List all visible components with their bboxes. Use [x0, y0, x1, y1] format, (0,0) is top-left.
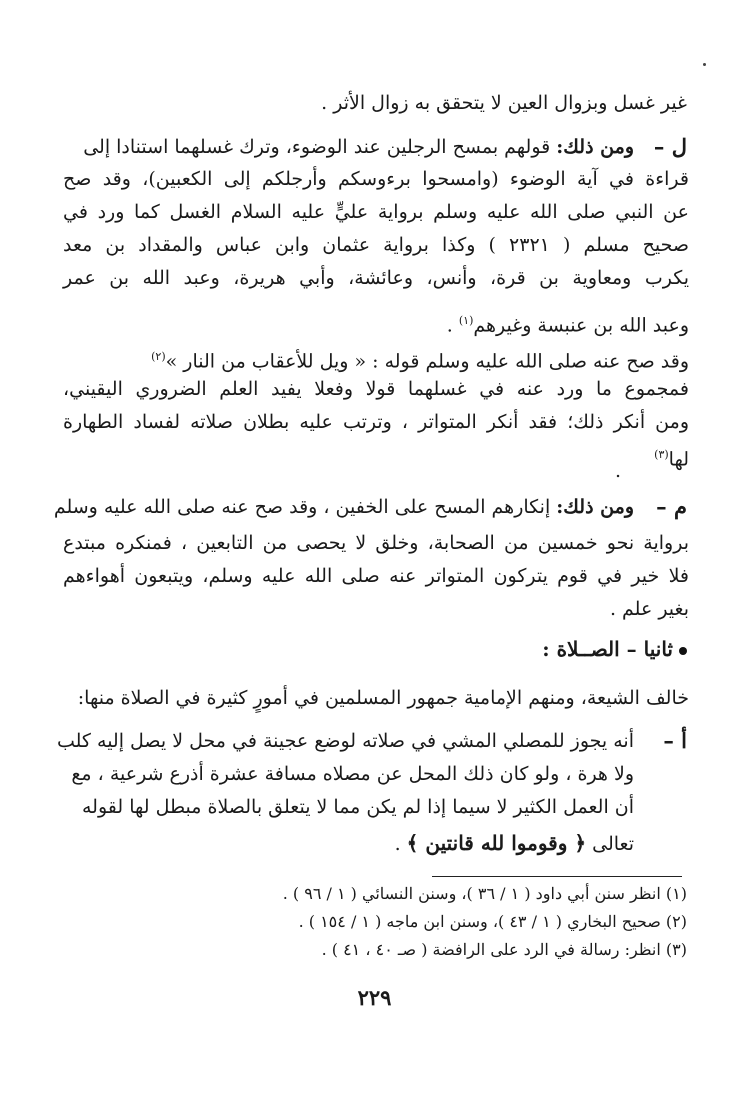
section-m-text-1: إنكارهم المسح على الخفين ، وقد صح عنه صلى الله عليه وسلم [53, 496, 551, 518]
section-m-line-3: فلا خير في قوم يتركون المتواتر عنه صلى الله عليه وسلم، ويتبعون أهواءهم [63, 565, 689, 587]
section-m-line-4: بغير علم . [609, 598, 689, 620]
section-l-line-10 [654, 440, 689, 474]
bullet-icon [679, 647, 687, 655]
footnote-1: (١) انظر سنن أبي داود ( ١ / ٣٦ )، وسنن النسائي ( ١ / ٩٦ ) . [282, 884, 687, 903]
footnote-ref-3: (٣) [654, 448, 669, 461]
section-l-text-1: قولهم بمسح الرجلين عند الوضوء، وترك غسلهما استنادا إلى [83, 136, 551, 158]
section-l-line-7 [151, 342, 689, 376]
section-a-text-4: تعالى [592, 833, 634, 855]
section-l-line-5: يكرب ومعاوية بن قرة، وأنس، وعائشة، وأبي هريرة، وعبد الله بن عمر [63, 267, 689, 289]
section-l-line-2: قراءة في آية الوضوء (وامسحوا برءوسكم وأرجلكم إلى الكعبين)، وقد صح [63, 168, 689, 190]
heading-intro: خالف الشيعة، ومنهم الإمامية جمهور المسلمين في أمورٍ كثيرة في الصلاة منها: [77, 687, 689, 709]
section-m-line-2: برواية نحو خمسين من الصحابة، وخلق لا يحصى من التابعين ، فمنكره مبتدع [63, 532, 689, 554]
section-heading [542, 634, 687, 664]
intro-line: غير غسل وبزوال العين لا يتحقق به زوال الأثر . [321, 92, 687, 114]
section-a-line-3: أن العمل الكثير لا سيما إذا لم يكن مما لا يتعلق بالصلاة مبطل لها لقوله [81, 796, 634, 818]
section-l-marker: ل – [653, 134, 687, 159]
section-a-line-4 [395, 828, 634, 859]
section-a-marker: أ – [663, 728, 687, 753]
section-l-line-8: فمجموع ما ورد عنه في غسلهما قولا وفعلا يفيد العلم الضروري اليقيني، [63, 378, 689, 400]
section-l-lead: ومن ذلك: [556, 136, 634, 158]
section-l-line-3: عن النبي صلى الله عليه وسلم برواية عليٍّ عليه السلام الغسل كما ورد في [63, 201, 689, 223]
section-a-dot: . [394, 833, 401, 855]
section-l-text-6: وعبد الله بن عنبسة وغيرهم [473, 314, 689, 337]
section-l-end-dot: . [614, 460, 621, 482]
section-m-lead: ومن ذلك: [556, 496, 634, 518]
section-l-line-9: ومن أنكر ذلك؛ فقد أنكر المتواتر ، وترتب عليه بطلان صلاته لفساد الطهارة [63, 411, 689, 433]
footnote-ref-2: (٢) [151, 350, 166, 363]
section-m-line-1 [53, 492, 634, 522]
section-l-line-4: صحيح مسلم ( ٢٣٢١ ) وكذا برواية عثمان وابن عباس والمقداد بن معد [63, 234, 689, 256]
section-l-dot-1: . [446, 314, 453, 337]
section-l-text-10: لها [668, 448, 689, 471]
section-a-line-1: أنه يجوز للمصلي المشي في صلاته لوضع عجينة في محل لا يصل إليه كلب [56, 730, 634, 752]
footnote-divider [432, 876, 682, 877]
quran-verse: ﴿ وقوموا لله قانتين ﴾ [406, 831, 587, 855]
heading-text: ثانيا – الصــلاة : [542, 637, 673, 661]
section-l-line-6 [447, 306, 689, 340]
footnote-ref-1: (١) [458, 314, 474, 327]
footnote-2: (٢) صحيح البخاري ( ١ / ٤٣ )، وسنن ابن ماجه ( ١ / ١٥٤ ) . [298, 912, 687, 931]
section-a-line-2: ولا هرة ، ولو كان ذلك المحل عن مصلاه مسافة عشرة أذرع شرعية ، مع [71, 763, 634, 785]
section-l-line-1 [83, 132, 634, 162]
page-number: ٢٢٩ [357, 985, 392, 1010]
footnote-3: (٣) انظر: رسالة في الرد على الرافضة ( صـ ٤٠ ، ٤١ ) . [321, 940, 687, 959]
section-l-text-7: وقد صح عنه صلى الله عليه وسلم قوله : « ويل للأعقاب من النار » [165, 350, 689, 373]
scan-speck [703, 63, 706, 66]
section-m-marker: م – [656, 494, 687, 519]
